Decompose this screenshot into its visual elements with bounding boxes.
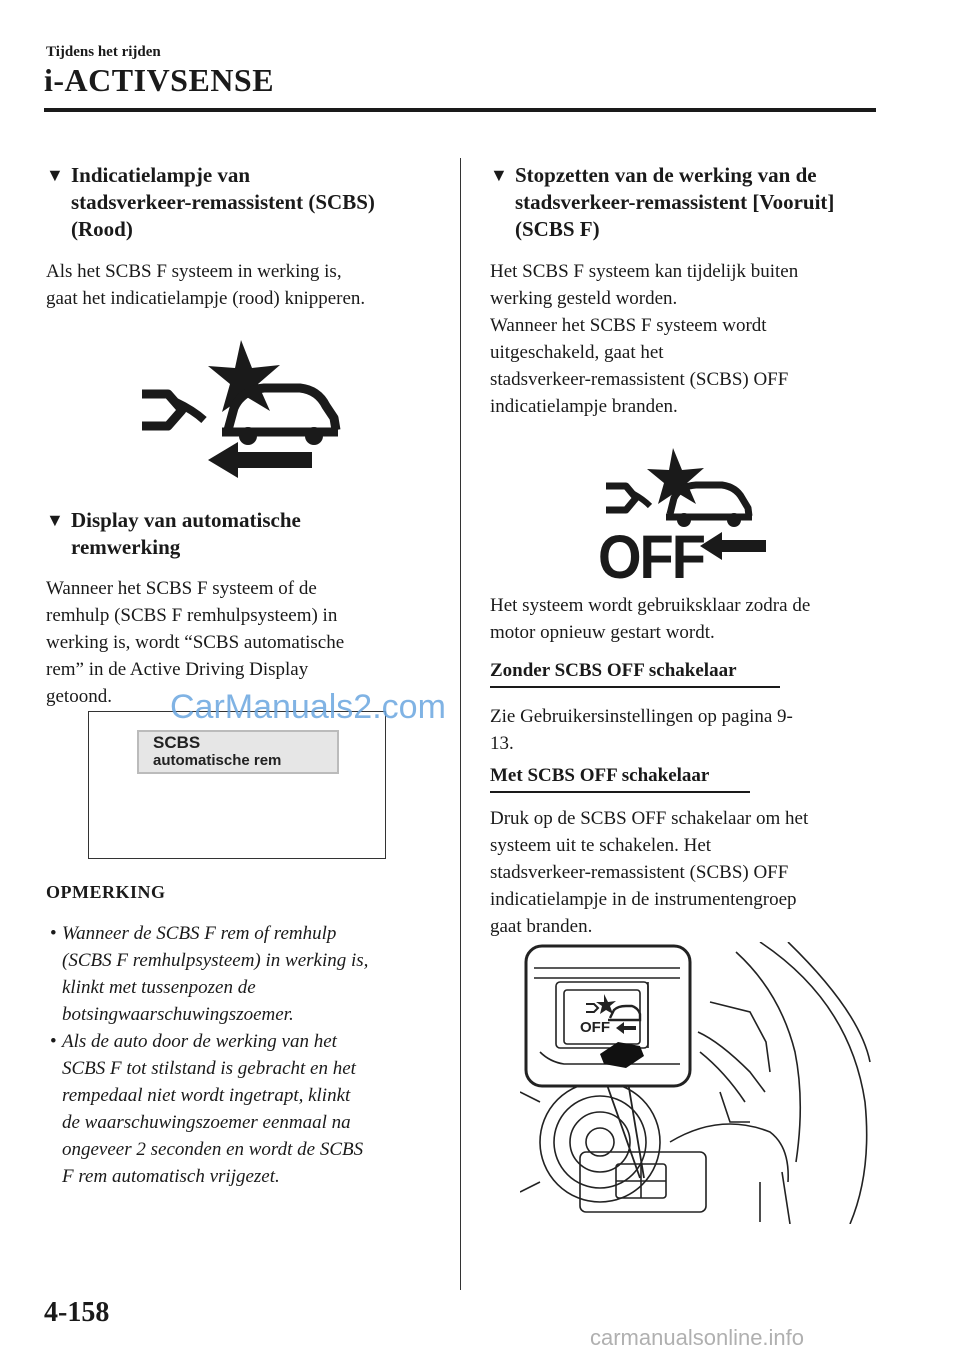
heading-line: remwerking [71,535,181,559]
text-line: rem” in de Active Driving Display [46,659,309,680]
bullet-icon: • [50,923,57,944]
text-line: botsingwaarschuwingszoemer. [62,1004,294,1025]
heading-line: (SCBS F) [515,217,600,241]
column-divider [460,158,461,1290]
text-line: werking gesteld worden. [490,288,678,309]
heading-stop-operation [490,162,910,247]
text-line: klinkt met tussenpozen de [62,977,256,998]
text-line: ongeveer 2 seconden en wordt de SCBS [62,1139,364,1160]
text-line: systeem uit te schakelen. Het [490,835,712,856]
heading-line: Stopzetten van de werking van de [515,163,817,187]
text-line: SCBS F tot stilstand is gebracht en het [62,1058,356,1079]
paragraph-press-switch [490,805,808,940]
text-line: Wanneer de SCBS F rem of remhulp [62,923,337,944]
heading-line: (Rood) [71,217,133,241]
note-title: OPMERKING [46,882,166,902]
paragraph-stop [490,258,798,420]
paragraph-indicator [46,258,365,312]
watermark-bottom: carmanualsonline.info [590,1325,805,1350]
triangle-marker-icon: ▼ [46,510,64,530]
watermark-top: CarManuals2.com [170,688,446,726]
text-line: rempedaal niet wordt ingetrapt, klinkt [62,1085,351,1106]
text-line: motor opnieuw gestart wordt. [490,622,715,643]
subheading-underline [490,791,750,793]
text-line: (SCBS F remhulpsysteem) in werking is, [62,950,369,971]
text-line: F rem automatisch vrijgezet. [62,1166,280,1187]
note-list [46,920,446,1190]
illus-off-label: OFF [580,1019,610,1036]
display-line: SCBS [153,733,201,752]
heading-line: stadsverkeer-remassistent [Vooruit] [515,190,835,214]
text-line: Als het SCBS F systeem in werking is, [46,261,342,282]
text-line: indicatielampje branden. [490,396,678,417]
note-item [46,920,446,1028]
text-line: Als de auto door de werking van het [62,1031,337,1052]
subheading-with-switch: Met SCBS OFF schakelaar [490,765,710,786]
heading-indicator-red [46,162,446,247]
section-title: i-ACTIVSENSE [44,62,275,98]
text-line: remhulp (SCBS F remhulpsysteem) in [46,605,338,626]
page-number: 4-158 [44,1297,110,1328]
text-line: Het systeem wordt gebruiksklaar zodra de [490,595,811,616]
text-line: indicatielampje in de instrumentengroep [490,889,797,910]
note-item [46,1028,446,1190]
text-line: getoond. [46,686,112,707]
text-line: stadsverkeer-remassistent (SCBS) OFF [490,369,789,390]
text-line: gaat het indicatielampje (rood) knipperen. [46,288,366,309]
text-line: 13. [490,733,514,754]
active-driving-display-illustration [88,711,386,859]
subheading-without-switch: Zonder SCBS OFF schakelaar [490,660,737,681]
heading-display-auto-brake [46,507,446,565]
display-line: automatische rem [153,752,282,769]
text-line: Wanneer het SCBS F systeem wordt [490,315,767,336]
text-line: stadsverkeer-remassistent (SCBS) OFF [490,862,789,883]
chapter-title: Tijdens het rijden [46,44,161,60]
heading-line: Display van automatische [71,508,301,532]
text-line: de waarschuwingszoemer eenmaal na [62,1112,351,1133]
text-line: Het SCBS F systeem kan tijdelijk buiten [490,261,799,282]
text-line: Wanneer het SCBS F systeem of de [46,578,317,599]
triangle-marker-icon: ▼ [490,165,508,185]
heading-line: Indicatielampje van [71,163,251,187]
dashboard-switch-illustration [520,942,872,1224]
header-rule [44,108,876,112]
scbs-indicator-icon [138,338,343,478]
scbs-off-indicator-icon [598,446,770,592]
text-line: Zie Gebruikersinstellingen op pagina 9- [490,706,793,727]
text-line: werking is, wordt “SCBS automatische [46,632,345,653]
paragraph-restart [490,592,810,646]
off-label: OFF [598,521,704,592]
scbs-message-panel [137,730,339,774]
text-line: Druk op de SCBS OFF schakelaar om het [490,808,809,829]
text-line: gaat branden. [490,916,593,937]
text-line: uitgeschakeld, gaat het [490,342,664,363]
triangle-marker-icon: ▼ [46,165,64,185]
paragraph-user-settings [490,703,793,757]
bullet-icon: • [50,1031,57,1052]
heading-line: stadsverkeer-remassistent (SCBS) [71,190,375,214]
subheading-underline [490,686,780,688]
